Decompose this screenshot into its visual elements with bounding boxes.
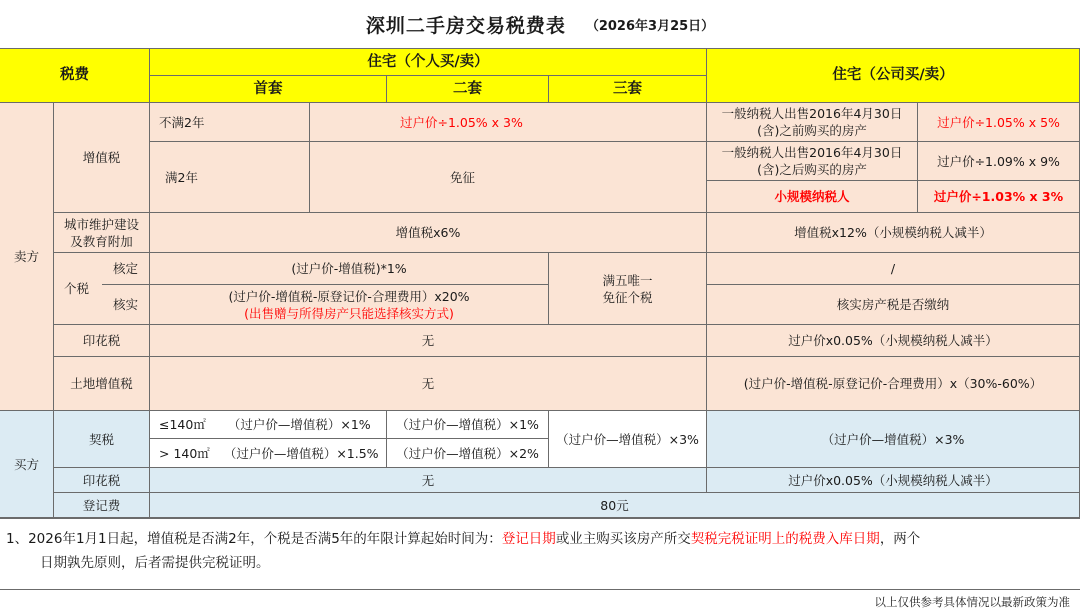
land-vat-individual: 无: [150, 357, 707, 411]
income-tax-exempt-line1: 满五唯一: [602, 272, 653, 288]
urban-tax-label: [54, 213, 150, 253]
income-tax-actual-formula: (过户价-增值税-原登记价-合理费用）x20%: [228, 288, 470, 304]
seller-stamp-individual: 无: [150, 325, 707, 357]
deed-large-area: > 140㎡: [159, 445, 210, 461]
vat-over-2y: 满2年: [150, 142, 310, 213]
income-tax-exempt-line2: 免征个税: [602, 289, 653, 305]
urban-tax-label-line1: 城市维护建设: [63, 216, 139, 232]
income-tax-actual-note: (出售赠与所得房产只能选择核实方式): [244, 305, 454, 321]
page-date: （2026年3月25日）: [585, 18, 715, 34]
vat-company-before-line2: (含)之前购买的房产: [757, 123, 867, 138]
vat-company-after: [707, 142, 918, 181]
seller-label: 卖方: [0, 103, 54, 411]
vat-label: 增值税: [54, 103, 150, 213]
header-individual: 住宅（个人买/卖）: [150, 49, 707, 76]
vat-company-before-line1: 一般纳税人出售2016年4月30日: [721, 106, 903, 121]
vat-small-taxpayer-value: 过户价÷1.03% x 3%: [918, 181, 1080, 213]
income-tax-label: 个税: [54, 253, 102, 325]
deed-company: （过户价—增值税）×3%: [707, 411, 1080, 468]
vat-company-before-value: 过户价÷1.05% x 5%: [918, 103, 1080, 142]
note-line-2: 日期孰先原则，后者需提供完税证明。: [40, 555, 270, 571]
urban-tax-company: 增值税x12%（小规模纳税人减半）: [707, 213, 1080, 253]
income-tax-actual-value: [150, 285, 549, 325]
income-tax-fixed-label: 核定: [102, 253, 150, 285]
vat-company-after-value: 过户价÷1.09% x 9%: [918, 142, 1080, 181]
land-vat-company: (过户价-增值税-原登记价-合理费用）x（30%-60%）: [707, 357, 1080, 411]
deed-small-second: （过户价—增值税）×1%: [387, 411, 549, 439]
note-text-1: 1、2026年1月1日起，增值税是否满2年，个税是否满5年的年限计算起始时间为：: [6, 531, 502, 547]
buyer-label: 买方: [0, 411, 54, 518]
note-text-2: 或业主购买该房产所交: [555, 531, 691, 547]
buyer-stamp-label: 印花税: [54, 468, 150, 493]
vat-under-2y: 不满2年: [150, 103, 310, 142]
header-second-home: 二套: [387, 76, 549, 103]
deed-large-first-value: （过户价—增值税）×1.5%: [223, 445, 379, 461]
registration-fee-label: 登记费: [54, 493, 150, 518]
note-deed-tax-date: 契税完税证明上的税费入库日期: [690, 531, 880, 547]
vat-small-taxpayer: 小规模纳税人: [707, 181, 918, 213]
vat-company-before: [707, 103, 918, 142]
income-tax-company-fixed: /: [707, 253, 1080, 285]
page-title: 深圳二手房交易税费表: [365, 14, 566, 37]
vat-under-2y-value: 过户价÷1.05% x 3%: [310, 103, 707, 142]
land-vat-label: 土地增值税: [54, 357, 150, 411]
urban-tax-label-line2: 及教育附加: [70, 233, 133, 249]
deed-small-area: ≤140㎡: [159, 417, 206, 432]
header-first-home: 首套: [150, 76, 387, 103]
buyer-stamp-company: 过户价x0.05%（小规模纳税人减半）: [707, 468, 1080, 493]
registration-fee-value: 80元: [150, 493, 1080, 518]
income-tax-company-actual: 核实房产税是否缴纳: [707, 285, 1080, 325]
vat-over-2y-value: 免征: [310, 142, 707, 213]
tax-table: [0, 48, 1080, 519]
buyer-stamp-individual: 无: [150, 468, 707, 493]
note-registration-date: 登记日期: [501, 531, 556, 547]
deed-large-first: [150, 439, 387, 468]
deed-small-first: [150, 411, 387, 439]
vat-company-after-line1: 一般纳税人出售2016年4月30日: [721, 145, 903, 160]
income-tax-exempt: [549, 253, 707, 325]
disclaimer: 以上仅供参考具体情况以最新政策为准: [874, 595, 1070, 609]
income-tax-actual-label: 核实: [102, 285, 150, 325]
income-tax-fixed-value: (过户价-增值税)*1%: [150, 253, 549, 285]
deed-third: （过户价—增值税）×3%: [549, 411, 707, 468]
notes-section: [0, 518, 1080, 590]
note-text-3: ，两个: [879, 531, 921, 547]
deed-large-second: （过户价—增值税）×2%: [387, 439, 549, 468]
vat-company-after-line2: (含)之后购买的房产: [757, 162, 867, 177]
title-row: [0, 0, 1080, 48]
urban-tax-individual: 增值税x6%: [150, 213, 707, 253]
note-line-1: [6, 528, 920, 550]
header-third-home: 三套: [549, 76, 707, 103]
seller-stamp-company: 过户价x0.05%（小规模纳税人减半）: [707, 325, 1080, 357]
header-tax-fee: 税费: [0, 49, 150, 103]
header-company: 住宅（公司买/卖）: [707, 49, 1080, 103]
seller-stamp-label: 印花税: [54, 325, 150, 357]
deed-small-first-value: （过户价—增值税）×1%: [227, 417, 371, 432]
deed-tax-label: 契税: [54, 411, 150, 468]
